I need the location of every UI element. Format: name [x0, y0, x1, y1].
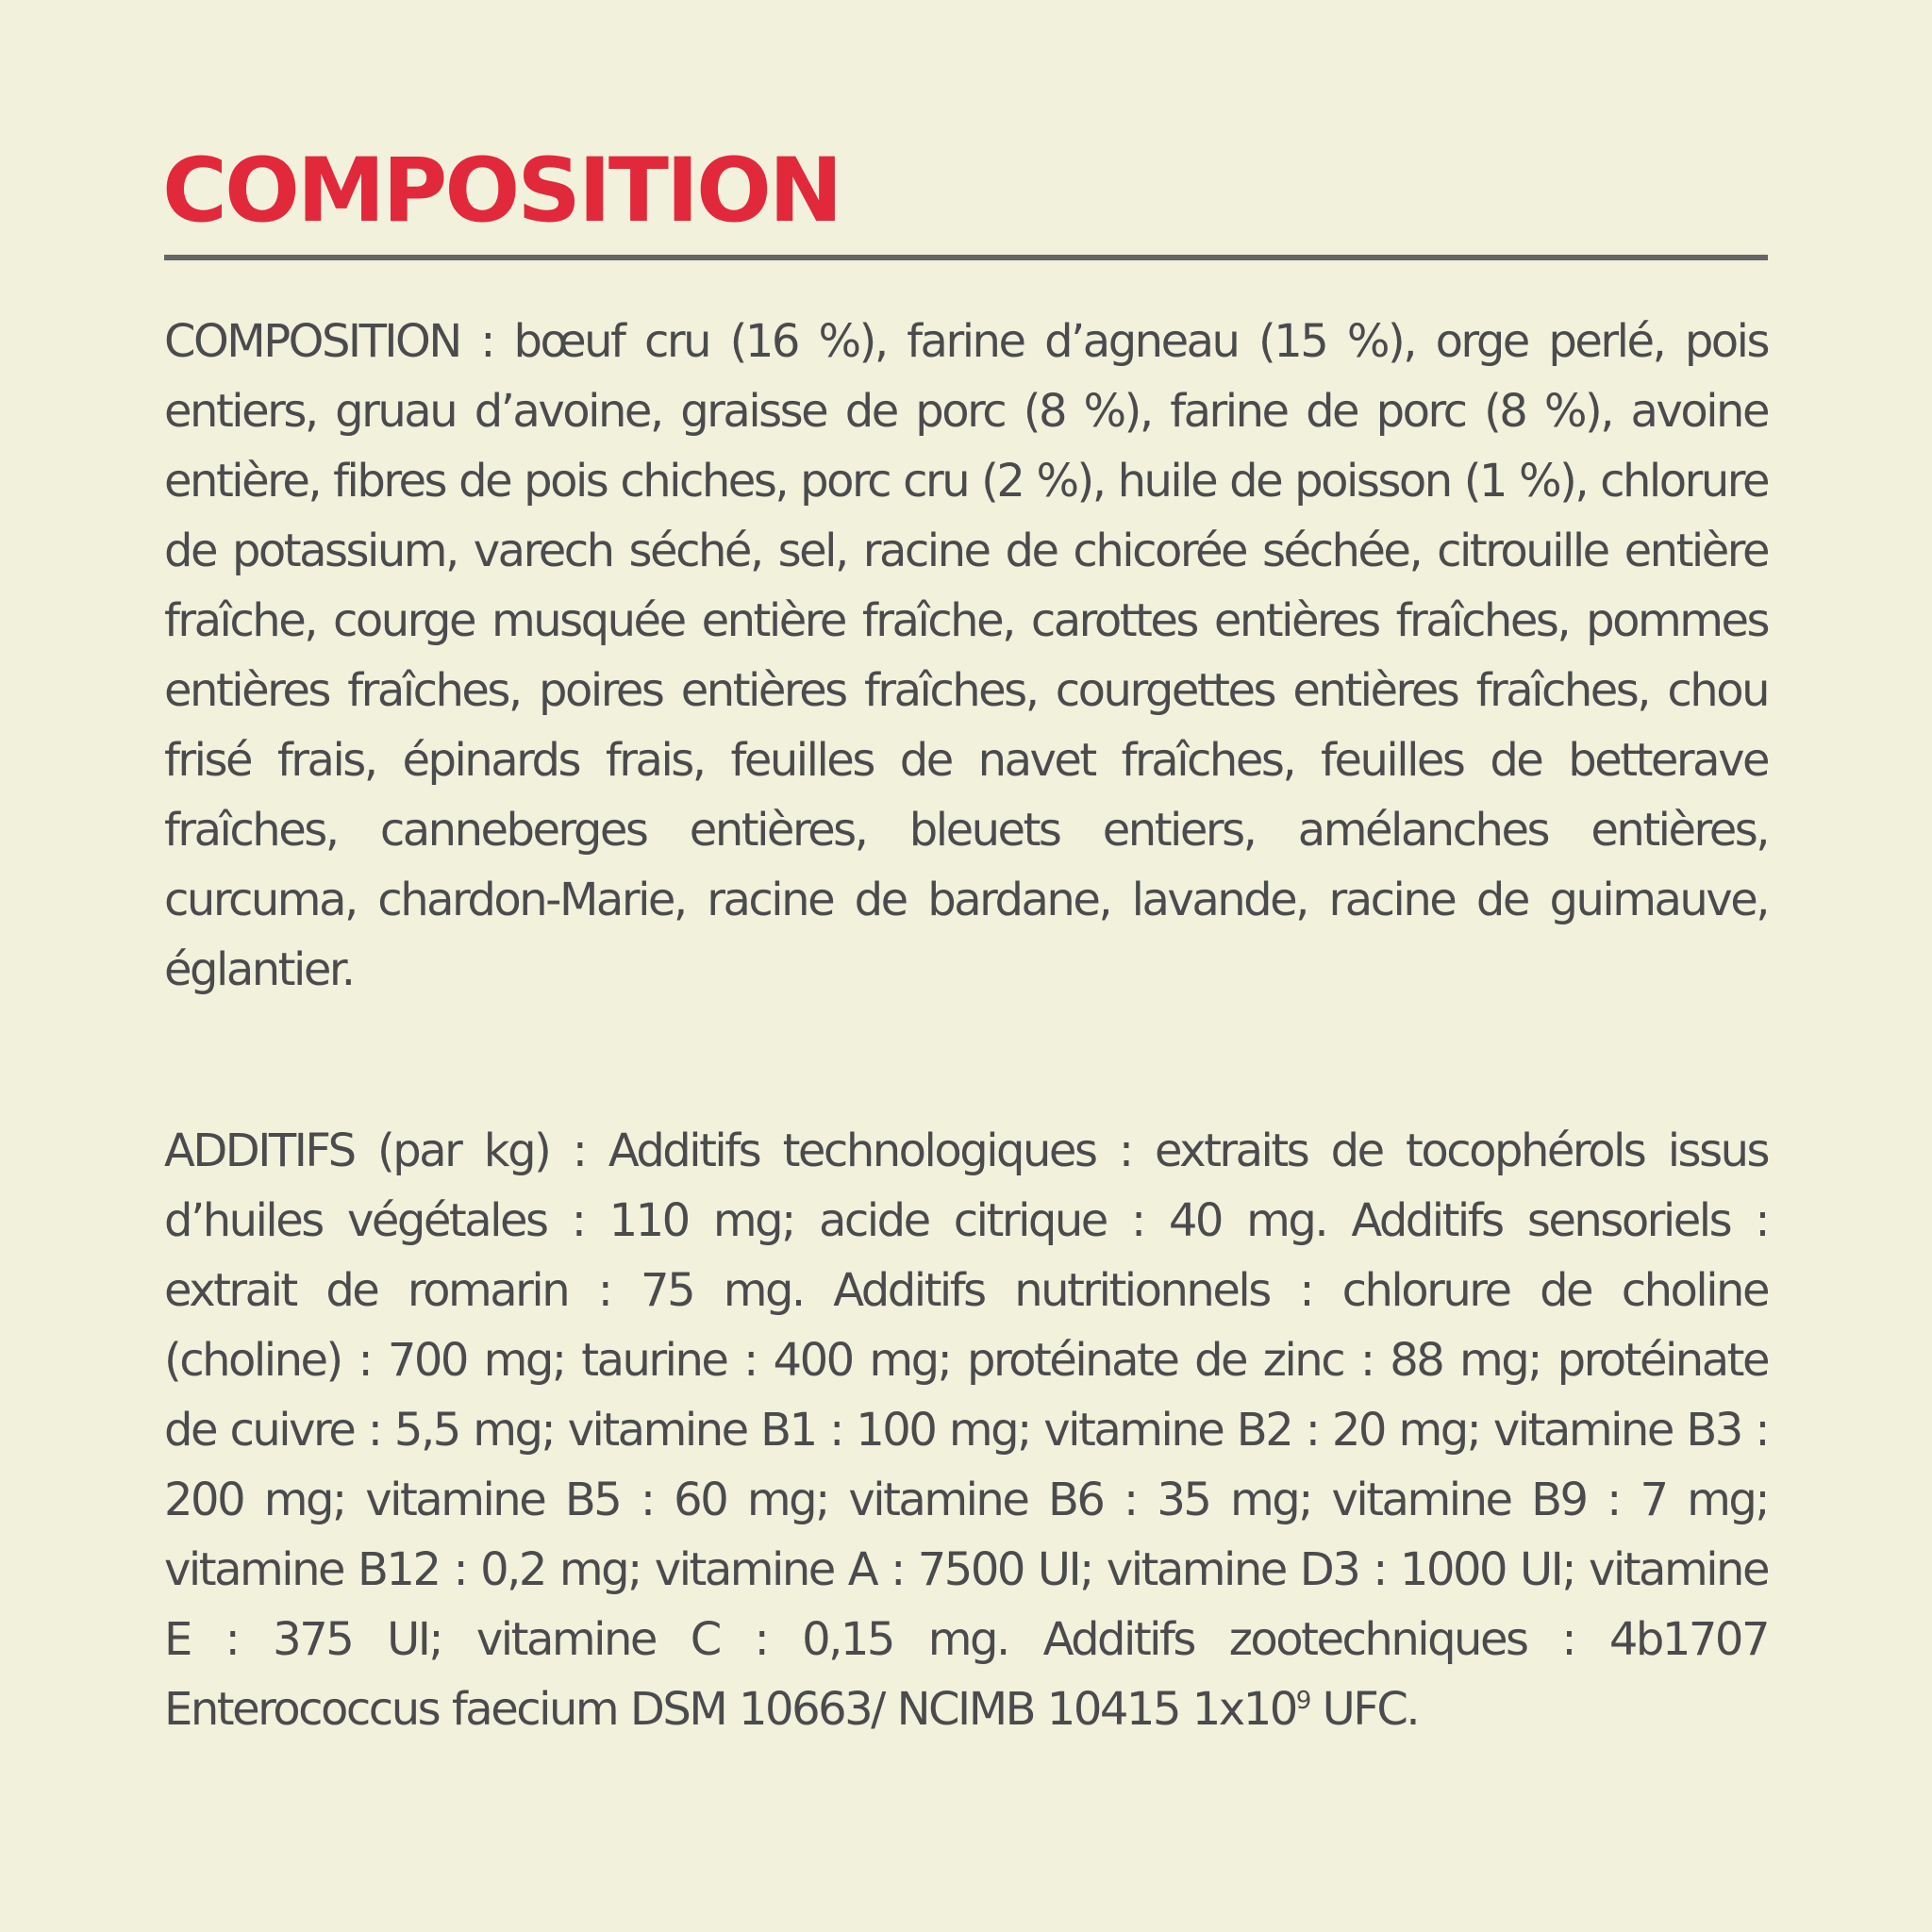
- additifs-label: ADDITIFS (par kg): [164, 1124, 550, 1177]
- page-title: COMPOSITION: [162, 140, 841, 242]
- additifs-exponent: 9: [1295, 1687, 1309, 1715]
- composition-paragraph: [164, 307, 1768, 1005]
- additifs-text: Additifs technologiques : extraits de tocophérols issus d’huiles végétales : 110 mg; acide citrique : 40 mg. Additifs sensoriels : extrait de romarin : 75 mg. Additifs nutritionnels : chlorure de choline (choline) : 700 mg; taurine : 400 mg; protéinate de zinc : 88 mg; protéinate de cuivre : 5,5 mg; vitamine B1 : 100 mg; vitamine B2 : 20 mg; vitamine B3 : 200 mg; vitamine B5 : 60 mg; vitamine B6 : 35 mg; vitamine B9 : 7 mg; vitamine B12 : 0,2 mg; vitamine A : 7500 UI; vitamine D3 : 1000 UI; vitamine E : 375 UI; vitamine C : 0,15 mg. Additifs zootechniques : 4b1707 Enterococcus faecium DSM 10663/ NCIMB 10415 1x10: [164, 1124, 1769, 1736]
- title-divider: [164, 255, 1768, 260]
- composition-text: bœuf cru (16 %), farine d’agneau (15 %), orge perlé, pois entiers, gruau d’avoine, graisse de porc (8 %), farine de porc (8 %), avoine entière, fibres de pois chiches, porc cru (2 %), huile de poisson (1 %), chlorure de potassium, varech séché, sel, racine de chicorée séchée, citrouille entière fraîche, courge musquée entière fraîche, carottes entières fraîches, pommes entières fraîches, poires entières fraîches, courgettes entières fraîches, chou frisé frais, épinards frais, feuilles de navet fraîches, feuilles de betterave fraîches, canneberges entières, bleuets entiers, amélanches entières, curcuma, chardon-Marie, racine de bardane, lavande, racine de guimauve, églantier.: [164, 315, 1769, 996]
- composition-label: COMPOSITION: [164, 315, 460, 368]
- composition-separator: :: [459, 315, 514, 368]
- additifs-paragraph: [164, 1116, 1768, 1744]
- additifs-separator: :: [549, 1124, 608, 1177]
- additifs-suffix: UFC.: [1308, 1683, 1419, 1736]
